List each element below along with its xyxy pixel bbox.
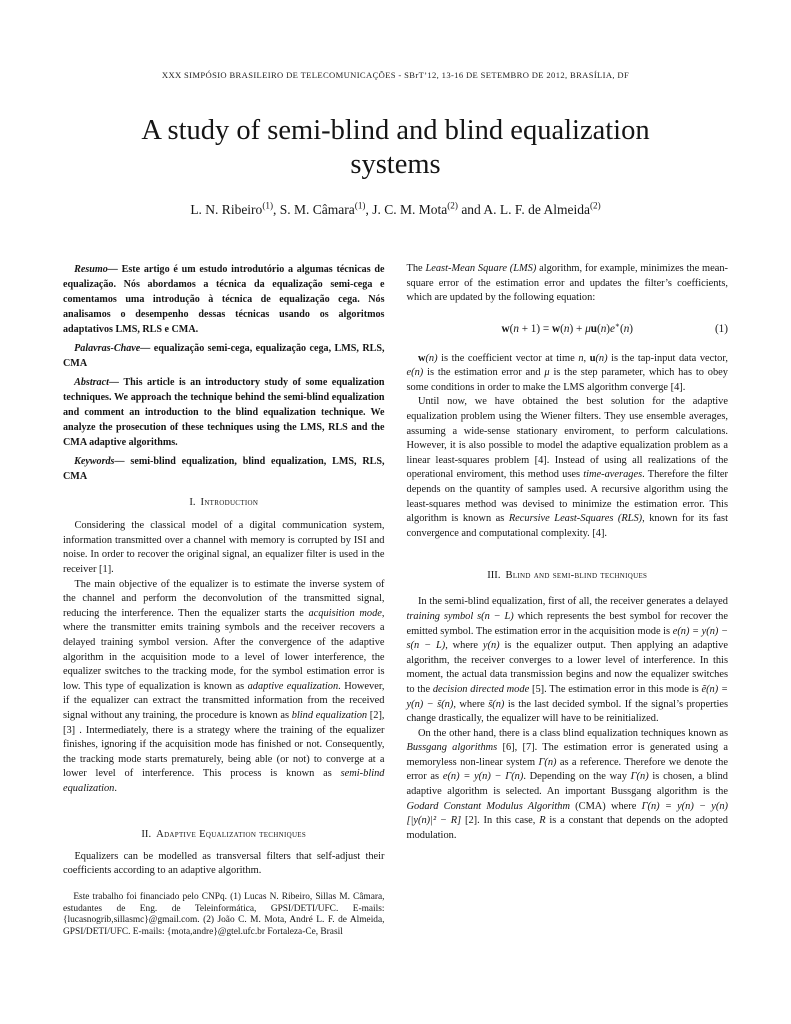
section-title: Adaptive Equalization techniques (156, 828, 307, 840)
abstract-paragraph: Abstract— This article is an introductory study of some equalization techniques. We approach the technique behind the semi-blind equalization and comment an introduction to the blind equalization technique. We analyze the prosecution of these techniques using the LMS, RLS and the CMA adaptive algorithms. (63, 377, 385, 449)
intro-paragraph-2: The main objective of the equalizer is to estimate the inverse system of the channel and perform the deconvolution of the transmitted signal, reducing the interference. Then the equalizer starts the acquisition mode, where the transmitter emits training symbols and the receiver recovers a delayed training symbol version. After the convergence of the adaptive algorithm in the acquisition mode to a level of lower interference, the equalizer switches to the tracking mode, for the symbol estimation error is low. This type of equalization is known as adaptive equalization. However, if the equalizer can extract the transmitted information from the received signal without any training, the procedure is known as blind equalization [2], [3] . Intermediately, there is a strategy where the training of the equalizer finishes, ignoring if the acquisition mode has finished or not. Consequently, the tracking mode starts prematurely, being able (or not) to converge at a lower level of interference. This process is known as semi-blind equalization. (63, 578, 385, 794)
paper-title-line1: A study of semi-blind and blind equalization (141, 115, 650, 146)
section-heading-introduction (63, 496, 385, 509)
equation-1 (407, 322, 729, 337)
right-column (407, 262, 729, 939)
adaptive-eq-paragraph: Equalizers can be modelled as transversal filters that self-adjust their coefficients according to an adaptive algorithm. (63, 850, 385, 877)
bussgang-paragraph: On the other hand, there is a class blind equalization techniques known as Bussgang algorithms [6], [7]. The estimation error is generated using a memoryless non-linear system Γ(n) as a reference. Therefore we denote the error as e(n) = y(n) − Γ(n). Depending on the way Γ(n) is chosen, a blind adaptive algorithm is selected. An important Bussgang algorithm is the Godard Constant Modulus Algorithm (CMA) where Γ(n) = y(n) − y(n)[|y(n)|² − R] [2]. In this case, R is a constant that depends on the adopted modulation. (406, 727, 728, 841)
section-heading-blind-semiblind (407, 569, 729, 582)
lms-paragraph: The Least-Mean Square (LMS) algorithm, for example, minimizes the mean-square error of the estimation error and updates the filter’s coefficients, which are updated by the following equation: (406, 263, 728, 304)
funding-footnote: Este trabalho foi financiado pelo CNPq. (1) Lucas N. Ribeiro, Sillas M. Câmara, estudantes de Eng. de Teleinformática, GPSI/DETI/UFC. E-mails: {lucasnogrib,sillasmc}@gmail.com. (2) João C. M. Mota, André L. F. de Almeida, GPSI/DETI/UFC. E-mails: {mota,andre}@gtel.ufc.br Fortaleza-Ce, Brasil (63, 891, 385, 938)
section-number: III. (487, 570, 501, 582)
intro-paragraph-1: Considering the classical model of a digital communication system, information transmitted over a channel with memory is corrupted by ISI and noise. In order to recover the original signal, an equalizer filter is used in the receiver [1]. (63, 520, 385, 576)
section-title: Blind and semi-blind techniques (505, 570, 648, 582)
semiblind-paragraph: In the semi-blind equalization, first of all, the receiver generates a delayed training symbol s(n − L) which represents the best symbol for recover the emitted symbol. The estimation error in the acquisition mode is e(n) = y(n) − s(n − L), where y(n) is the equalizer output. Then applying an adaptive algorithm, the receiver converges to a lower level of interference. In this moment, the actual data transmission begins and now the equalizer switches to the decision directed mode [5]. The estimation error in this mode is ẽ(n) = y(n) − s̃(n), where s̃(n) is the last decided symbol. If the signal’s properties change drastically, the equalizer will have to be reinitialized. (406, 596, 729, 725)
paper-title-line2: systems (350, 148, 441, 180)
section-title: Introduction (200, 497, 259, 509)
conference-header: XXX SIMPÓSIO BRASILEIRO DE TELECOMUNICAÇÕES - SBrT’12, 13-16 DE SETEMBRO DE 2012, BRASÍLIA, DF (161, 70, 630, 80)
two-column-body (63, 262, 728, 939)
lms-explanation-paragraph: w(n) is the coefficient vector at time n, u(n) is the tap-input data vector, e(n) is the estimation error and μ is the step parameter, which has to obey some conditions in order to make the LMS algorithm converge [4]. (406, 352, 729, 393)
equation-body: w(n + 1) = w(n) + μu(n)e∗(n) (501, 321, 634, 336)
rls-paragraph: Until now, we have obtained the best solution for the adaptive equalization problem using the Wiener filters. They use ensemble averages, assuming a wide-sense stationary enviroment, to perform calculations. However, it is also possible to model the adaptive equalization problem as a linear least-squares problem [4]. Instead of using all realizations of the operational enviroment, this method uses time-averages. Therefore the filter depends on the quantity of samples used. A recursive algorithm using the least-squares method was devised to minimize the estimation error. This algorithm is known as Recursive Least-Squares (RLS), known for its fast convergence and computational complexity. [4]. (406, 396, 728, 539)
equation-number: (1) (714, 323, 728, 336)
left-column (63, 262, 385, 939)
section-number: II. (141, 828, 152, 840)
paper-title (76, 114, 716, 181)
section-heading-adaptive-equalization (63, 828, 385, 841)
authors-line: L. N. Ribeiro$^{(1)}$, S. M. Câmara$^{(1)}$, J. C. M. Mota$^{(2)}$ and A. L. F. de Almeida$^{(2)}$ (190, 200, 601, 218)
palavras-chave-paragraph: Palavras-Chave— equalização semi-cega, equalização cega, LMS, RLS, CMA (63, 343, 385, 370)
resumo-paragraph: Resumo— Este artigo é um estudo introdutório a algumas técnicas de equalização. Nós abordamos a técnica da equalização semi-cega e comentamos uma introdução à técnica de equalização cega. Nós analisamos o desempenho dessas técnicas usando os algoritmos adaptativos LMS, RLS e CMA. (63, 264, 385, 336)
keywords-paragraph: Keywords— semi-blind equalization, blind equalization, LMS, RLS, CMA (63, 456, 385, 483)
section-number: I. (189, 497, 196, 509)
